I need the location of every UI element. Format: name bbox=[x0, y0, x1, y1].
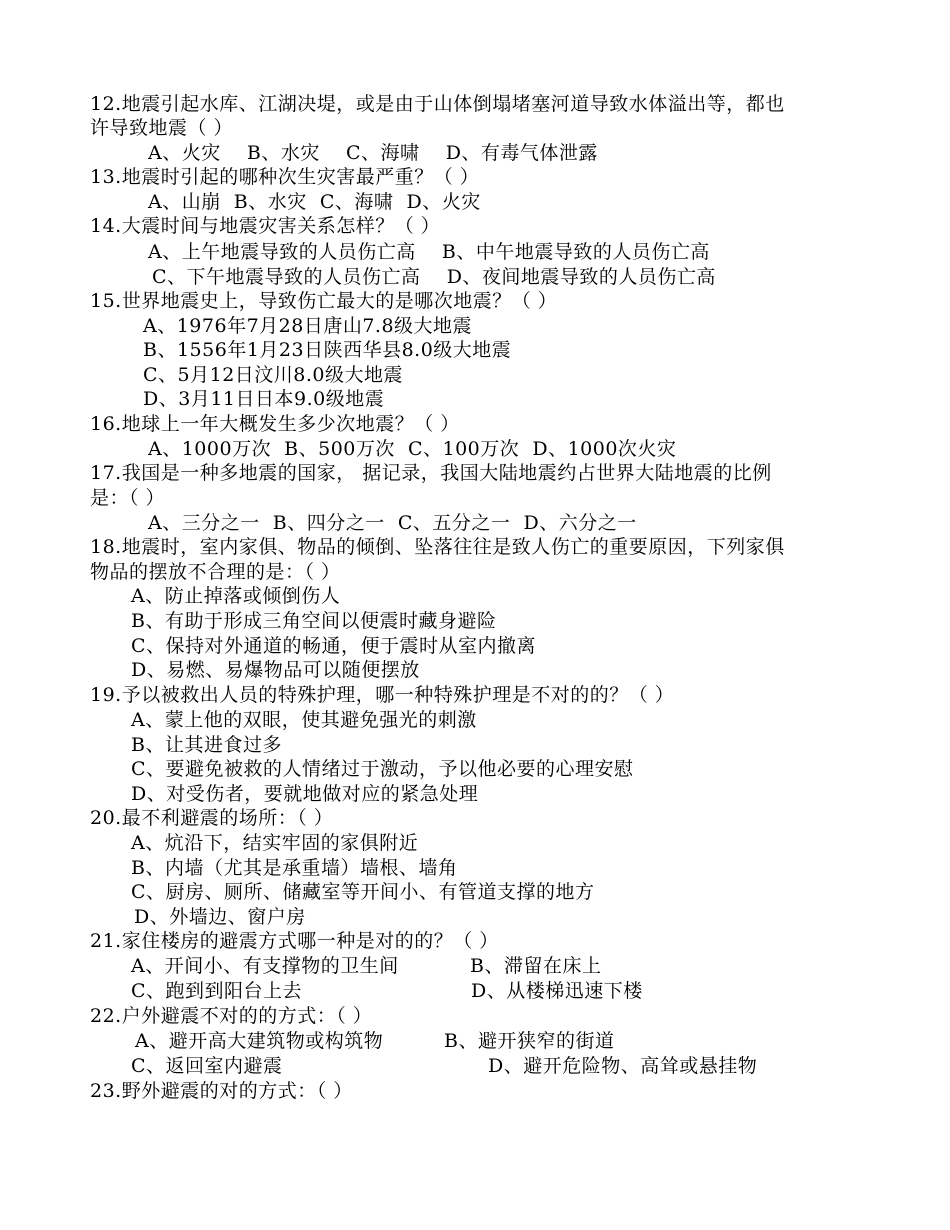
question-16-options: A、1000万次 B、500万次 C、100万次 D、1000次火灾 bbox=[148, 438, 677, 460]
question-22-option-c: C、返回室内避震 bbox=[131, 1055, 283, 1077]
question-16-stem: 16.地球上一年大概发生多少次地震？（ ） bbox=[90, 413, 460, 435]
question-19-option-a: A、蒙上他的双眼，使其避免强光的刺激 bbox=[131, 709, 477, 731]
question-15-option-d: D、3月11日日本9.0级地震 bbox=[143, 388, 385, 410]
question-18-option-c: C、保持对外通道的畅通，便于震时从室内撤离 bbox=[131, 635, 537, 657]
question-23-stem: 23.野外避震的对的方式：（ ） bbox=[90, 1080, 353, 1102]
question-18-option-a: A、防止掉落或倾倒伤人 bbox=[131, 585, 341, 607]
question-15-option-a: A、1976年7月28日唐山7.8级大地震 bbox=[143, 315, 473, 337]
question-20-option-b: B、内墙（尤其是承重墙）墙根、墙角 bbox=[131, 857, 458, 879]
question-22-option-a: A、避开高大建筑物或构筑物 bbox=[135, 1030, 384, 1052]
question-19-option-d: D、对受伤者，要就地做对应的紧急处理 bbox=[131, 783, 479, 805]
question-21-stem: 21.家住楼房的避震方式哪一种是对的的？（ ） bbox=[90, 930, 499, 952]
question-19-stem: 19.予以被救出人员的特殊护理，哪一种特殊护理是不对的的？（ ） bbox=[90, 684, 675, 706]
question-13-options: A、山崩 B、水灾 C、海啸 D、火灾 bbox=[148, 191, 481, 213]
question-20-option-c: C、厨房、厕所、储藏室等开间小、有管道支撑的地方 bbox=[131, 881, 595, 903]
question-12-stem-line-1: 12.地震引起水库、江湖决堤，或是由于山体倒塌堵塞河道导致水体溢出等，都也 bbox=[90, 93, 785, 115]
question-22-option-b: B、避开狭窄的街道 bbox=[444, 1030, 615, 1052]
question-21-option-a: A、开间小、有支撑物的卫生间 bbox=[131, 955, 399, 977]
question-15-option-b: B、1556年1月23日陕西华县8.0级大地震 bbox=[143, 339, 512, 361]
question-15-stem: 15.世界地震史上，导致伤亡最大的是哪次地震？（ ） bbox=[90, 290, 558, 312]
question-12-stem-line-2: 许导致地震（ ） bbox=[90, 117, 234, 139]
question-12-options: A、火灾 B、水灾 C、海啸 D、有毒气体泄露 bbox=[148, 142, 598, 164]
question-18-option-b: B、有助于形成三角空间以便震时藏身避险 bbox=[131, 610, 497, 632]
question-19-option-c: C、要避免被救的人情绪过于激动，予以他必要的心理安慰 bbox=[131, 758, 634, 780]
question-18-stem-line-2: 物品的摆放不合理的是：（ ） bbox=[90, 561, 341, 583]
question-17-stem-line-2: 是：（ ） bbox=[90, 487, 166, 509]
question-19-option-b: B、让其进食过多 bbox=[131, 734, 282, 756]
question-14-stem: 14.大震时间与地震灾害关系怎样？（ ） bbox=[90, 215, 441, 237]
question-18-stem-line-1: 18.地震时，室内家俱、物品的倾倒、坠落往往是致人伤亡的重要原因，下列家俱 bbox=[90, 536, 785, 558]
question-21-option-b: B、滞留在床上 bbox=[470, 955, 602, 977]
question-20-option-a: A、炕沿下，结实牢固的家俱附近 bbox=[131, 832, 419, 854]
question-20-option-d: D、外墙边、窗户房 bbox=[134, 906, 306, 928]
question-17-options: A、三分之一 B、四分之一 C、五分之一 D、六分之一 bbox=[148, 512, 637, 534]
question-14-options-row-2: C、下午地震导致的人员伤亡高 D、夜间地震导致的人员伤亡高 bbox=[152, 266, 716, 288]
question-17-stem-line-1: 17.我国是一种多地震的国家， 据记录，我国大陆地震约占世界大陆地震的比例 bbox=[90, 462, 772, 484]
question-15-option-c: C、5月12日汶川8.0级大地震 bbox=[143, 364, 404, 386]
question-21-option-c: C、跑到到阳台上去 bbox=[131, 980, 303, 1002]
question-14-options-row-1: A、上午地震导致的人员伤亡高 B、中午地震导致的人员伤亡高 bbox=[148, 241, 710, 263]
question-22-stem: 22.户外避震不对的的方式：（ ） bbox=[90, 1005, 373, 1027]
question-21-option-d: D、从楼梯迅速下楼 bbox=[471, 980, 643, 1002]
question-18-option-d: D、易燃、易爆物品可以随便摆放 bbox=[131, 659, 420, 681]
question-13-stem: 13.地震时引起的哪种次生灾害最严重？（ ） bbox=[90, 166, 480, 188]
question-22-option-d: D、避开危险物、高耸或悬挂物 bbox=[488, 1055, 758, 1077]
question-20-stem: 20.最不利避震的场所：（ ） bbox=[90, 807, 334, 829]
